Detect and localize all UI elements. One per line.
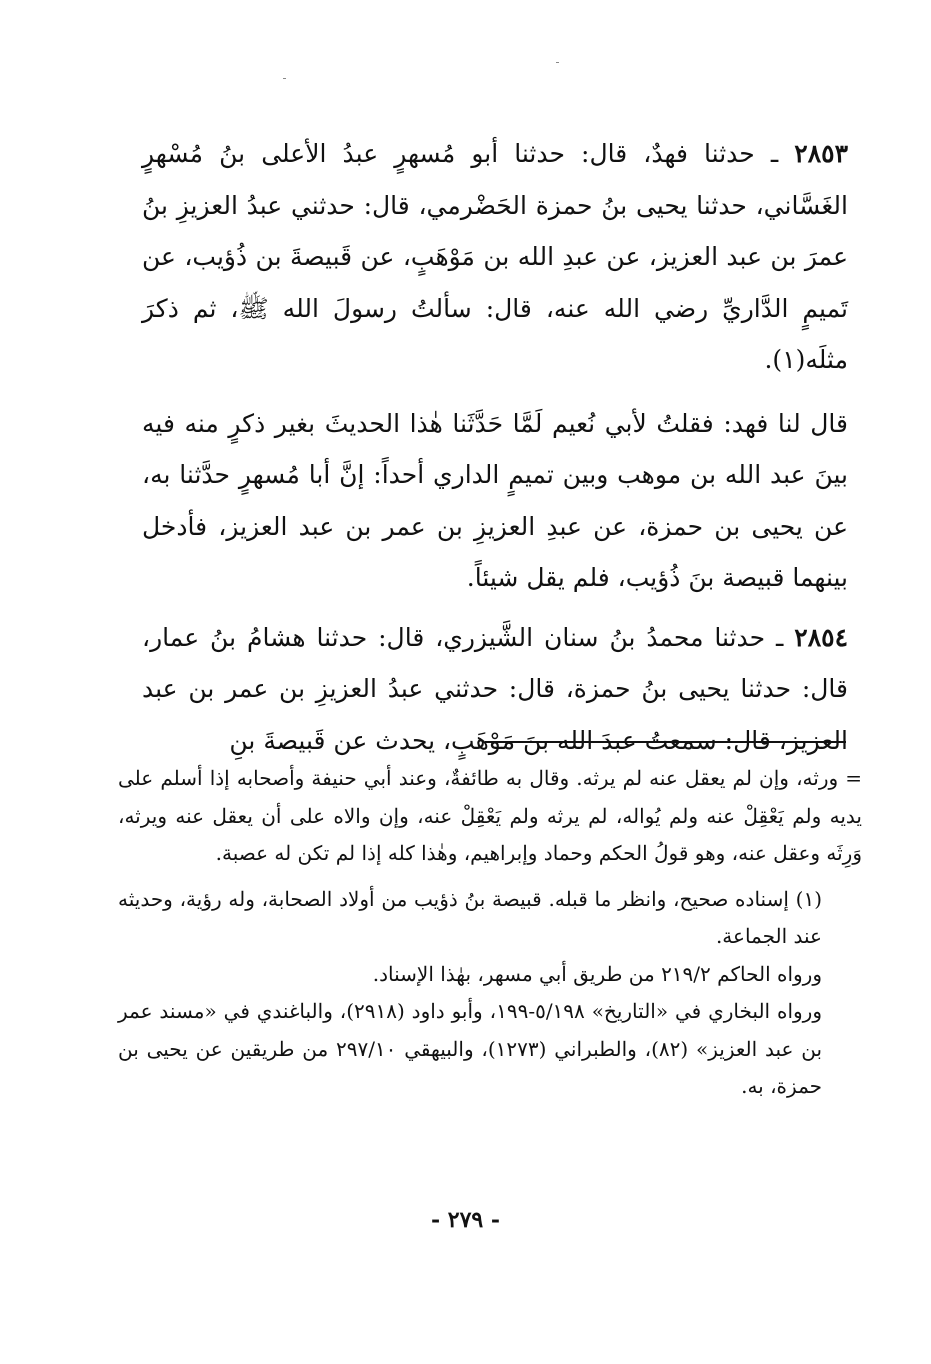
commentary-paragraph: قال لنا فهد: فقلتُ لأبي نُعيم لَمَّا حَدَّثَنا هٰذا الحديثَ بغير ذكرٍ منه فيه بينَ عبد الله بن موهب وبين تميمٍ الداري أحداً: إنَّ أبا مُسهرٍ حدَّثنا به، عن يحيى بن حمزة، عن عبدِ العزيزِ بن عمر بن عبد العزيز، فأدخل بينهما قبيصة بنَ ذُؤيب، فلم يقل شيئاً. [142,408,848,592]
hadith-2853 [142,128,848,386]
footnote-1: (١) إسناده صحيح، وانظر ما قبله. قبيصة بنُ ذؤيب من أولاد الصحابة، وله رؤية، وحديثه عند الجماعة. [118,886,822,948]
hadith-number: ٢٨٥٤ [794,622,848,652]
footnote-separator [485,741,846,743]
hadith-number: ٢٨٥٣ [794,139,848,168]
hadith-text: ـ حدثنا محمدُ بنُ سنان الشَّيزري، قال: حدثنا هشامُ بنُ عمار، قال: حدثنا يحيى بنُ حمزة، قال: حدثني عبدُ العزيزِ بن عمر بن عبد العزيز، قال: سمعتُ عبدَ الله بنَ مَوْهَبٍ، يحدث عن قَبيصةَ بنِ [142,622,848,755]
footnotes [118,760,862,1106]
footnote-bukhari: ورواه البخاري في «التاريخ» ٥/١٩٨-١٩٩، وأبو داود (٢٩١٨)، والباغندي في «مسند عمر بن عبد العزيز» (٨٢)، والطبراني (١٢٧٣)، والبيهقي ٢٩٧/١٠ من طريقين عن يحيى بن حمزة، به. [118,999,823,1098]
hadith-text: ـ حدثنا فهدٌ، قال: حدثنا أبو مُسهرٍ عبدُ الأعلى بنُ مُسْهرٍ الغَسَّاني، حدثنا يحيى بنُ حمزة الحَضْرمي، قال: حدثني عبدُ العزيزِ بنُ عمرَ بن عبد العزيز، عن عبدِ الله بن مَوْهَبٍ، عن قَبيصةَ بن ذُؤيب، عن تَميمٍ الدَّاريِّ رضي الله عنه، قال: سألتُ رسولَ الله ﷺ، ثم ذكرَ مثلَه(١). [142,139,848,374]
footnote-hakim: ورواه الحاكم ٢١٩/٢ من طريق أبي مسهر، بهٰذا الإسناد. [372,961,822,986]
scan-speck [283,78,286,79]
footnote-continuation: = ورثه، وإن لم يعقل عنه لم يرثه. وقال به طائفةٌ، وعند أبي حنيفة وأصحابه إذا أسلم على يديه ولم يَعْقِلْ عنه ولم يُواله، لم يرثه ولم يَعْقِلْ عنه، وإن والاه على أن يعقل عنه ويرثه، وَرِثَه وعقل عنه، وهو قولُ الحكم وحماد وإبراهيم، وهٰذا كله إذا لم تكن له عصبة. [118,766,862,865]
main-text [142,128,848,766]
page-number: - ٢٧٩ - [430,1207,501,1233]
scan-speck [556,62,559,63]
